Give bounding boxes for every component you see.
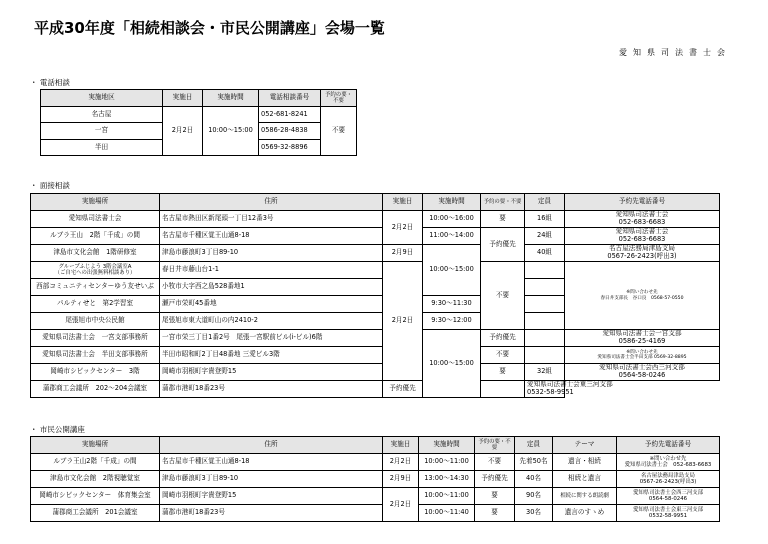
reservation-cell: 要	[481, 211, 525, 228]
contact-cell: 愛知県司法書士会一宮支部 0586-25-4169	[565, 330, 720, 347]
header-address: 住所	[160, 437, 383, 454]
capacity-cell	[525, 279, 565, 296]
time-cell: 10:00～15:00	[203, 107, 259, 156]
place-cell: 岡崎市シビックセンター 3階	[31, 364, 160, 381]
place-cell: グループふじよう 3階会議室A （ご自宅への出張無料相談あり）	[31, 262, 160, 279]
theme-cell: 遺言・相続	[553, 454, 617, 471]
address-cell: 蒲郡市港町18番23号	[160, 505, 383, 522]
capacity-cell: 90名	[515, 488, 553, 505]
address-cell: 一宮市栄三丁目1番2号 尾張一宮駅前ビル(i-ビル)6階	[160, 330, 383, 347]
date-cell: 2月2日	[163, 107, 203, 156]
area-cell: 半田	[41, 140, 163, 156]
header-area: 実施地区	[41, 90, 163, 107]
reservation-cell: 要	[481, 364, 525, 381]
number-cell: 0586-28-4838	[259, 123, 321, 140]
header-theme: テーマ	[553, 437, 617, 454]
header-time: 実施時間	[203, 90, 259, 107]
reservation-cell: 要	[475, 505, 515, 522]
header-contact: 予約先電話番号	[565, 194, 720, 211]
address-cell: 尾張旭市東大道町山の内2410-2	[160, 313, 383, 330]
time-cell: 10:00～11:00	[419, 488, 475, 505]
header-place: 実施場所	[31, 437, 160, 454]
place-cell: 尾張旭市中央公民館	[31, 313, 160, 330]
header-time: 実施時間	[419, 437, 475, 454]
place-cell: 蒲郡商工会議所 201会議室	[31, 505, 160, 522]
contact-cell: ※問い合わせ先 愛知県司法書士会 052-683-6683	[617, 454, 720, 471]
address-cell: 津島市藤浪町3丁目89-10	[160, 245, 383, 262]
capacity-cell	[525, 313, 565, 330]
reservation-cell: 予約優先	[475, 471, 515, 488]
organization-name: 愛知県司法書士会	[619, 48, 731, 57]
reservation-cell: 予約優先	[481, 330, 525, 347]
date-cell: 2月2日	[383, 211, 423, 245]
time-cell: 10:00～11:00	[419, 454, 475, 471]
contact-cell: 愛知県司法書士会東三河支部 0532-58-9951	[525, 381, 565, 398]
date-cell: 2月9日	[383, 245, 423, 262]
capacity-cell	[525, 262, 565, 279]
contact-cell: 名古屋法務局津島支局 0567-26-2423(呼出3)	[565, 245, 720, 262]
header-date: 実施日	[383, 194, 423, 211]
place-cell: パルティせと 第2学習室	[31, 296, 160, 313]
capacity-cell: 16組	[525, 211, 565, 228]
place-cell: 愛知県司法書士会 半田支部事務所	[31, 347, 160, 364]
capacity-cell: 32組	[525, 364, 565, 381]
contact-cell: 愛知県司法書士会西三河支部 0564-58-0246	[617, 488, 720, 505]
time-cell: 9:30～12:00	[423, 313, 481, 330]
address-cell: 春日井市藤山台1-1	[160, 262, 383, 279]
place-cell: 津島市文化会館 1階研修室	[31, 245, 160, 262]
capacity-cell	[525, 347, 565, 364]
reservation-cell: 不要	[321, 107, 357, 156]
place-cell: ルブラ王山2階「千成」の間	[31, 454, 160, 471]
place-cell: 西部コミュニティセンターゆう友せいぶ	[31, 279, 160, 296]
time-cell: 10:00～15:00	[423, 330, 481, 398]
date-cell: 2月9日	[383, 471, 419, 488]
address-cell: 岡崎市羽根町字貴登野15	[160, 488, 383, 505]
contact-cell: ※問い合わせ先 春日井支部長 谷口良 0568-57-0550	[565, 262, 720, 330]
contact-cell: ※問い合わせ先 愛知県司法書士会半田支部 0569-32-8895	[565, 347, 720, 364]
time-cell: 11:00～14:00	[423, 228, 481, 245]
face-table	[30, 193, 720, 398]
reservation-cell: 不要	[481, 262, 525, 330]
page-title: 平成30年度「相続相談会・市民公開講座」会場一覧	[34, 19, 385, 37]
capacity-cell: 40組	[525, 245, 565, 262]
header-contact: 予約先電話番号	[617, 437, 720, 454]
header-date: 実施日	[163, 90, 203, 107]
address-cell: 瀬戸市栄町45番地	[160, 296, 383, 313]
header-reservation: 予約の要・不要	[481, 194, 525, 211]
section-phone: ・ 電話相談	[30, 78, 70, 87]
number-cell: 0569-32-8896	[259, 140, 321, 156]
header-reservation: 予約の要・不要	[475, 437, 515, 454]
capacity-cell: 先着50名	[515, 454, 553, 471]
capacity-cell	[525, 296, 565, 313]
area-cell: 名古屋	[41, 107, 163, 123]
address-cell: 名古屋市千種区覚王山通8-18	[160, 454, 383, 471]
theme-cell: 相続と遺言	[553, 471, 617, 488]
contact-cell: 名古屋法務局津島支局 0567-26-2423(呼出3)	[617, 471, 720, 488]
address-cell: 名古屋市千種区覚王山通8-18	[160, 228, 383, 245]
address-cell: 津島市藤浪町3丁目89-10	[160, 471, 383, 488]
theme-cell: 遺言のすゝめ	[553, 505, 617, 522]
header-address: 住所	[160, 194, 383, 211]
capacity-cell: 30名	[515, 505, 553, 522]
contact-cell: 愛知県司法書士会 052-683-6683	[565, 211, 720, 228]
contact-cell: 愛知県司法書士会東三河支部 0532-58-9951	[617, 505, 720, 522]
capacity-cell: 40名	[515, 471, 553, 488]
header-place: 実施場所	[31, 194, 160, 211]
header-date: 実施日	[383, 437, 419, 454]
theme-cell: 相続に関する朗読劇	[553, 488, 617, 505]
header-capacity: 定員	[515, 437, 553, 454]
date-cell: 2月2日	[383, 454, 419, 471]
capacity-cell	[525, 330, 565, 347]
place-cell: 蒲郡商工会議所 202～204会議室	[31, 381, 160, 398]
place-cell: 津島市文化会館 2階視聴覚室	[31, 471, 160, 488]
date-cell: 2月2日	[383, 488, 419, 522]
phone-table	[40, 89, 357, 156]
address-cell: 岡崎市羽根町字貴登野15	[160, 364, 383, 381]
address-cell: 名古屋市熱田区新尾頭一丁目12番3号	[160, 211, 383, 228]
time-cell: 13:00～14:30	[419, 471, 475, 488]
time-cell: 10:00～16:00	[423, 211, 481, 228]
date-cell: 2月2日	[383, 262, 423, 381]
time-cell: 10:00～11:40	[419, 505, 475, 522]
address-cell: 半田市昭和町2丁目48番地 三愛ビル3階	[160, 347, 383, 364]
address-cell: 蒲郡市港町18番23号	[160, 381, 383, 398]
capacity-cell	[481, 381, 525, 398]
reservation-cell: 要	[475, 488, 515, 505]
reservation-cell: 予約優先	[481, 228, 525, 262]
header-number: 電話相談番号	[259, 90, 321, 107]
reservation-cell: 不要	[481, 347, 525, 364]
place-cell: 愛知県司法書士会 一宮支部事務所	[31, 330, 160, 347]
header-time: 実施時間	[423, 194, 481, 211]
capacity-cell: 24組	[525, 228, 565, 245]
section-public: ・ 市民公開講座	[30, 425, 85, 434]
public-table	[30, 436, 720, 522]
header-capacity: 定員	[525, 194, 565, 211]
header-reservation: 予約の要・不要	[321, 90, 357, 107]
place-cell: ルブラ王山 2階「千成」の間	[31, 228, 160, 245]
time-cell: 9:30～11:30	[423, 296, 481, 313]
address-cell: 小牧市大字西之島528番地1	[160, 279, 383, 296]
number-cell: 052-681-8241	[259, 107, 321, 123]
reservation-cell: 不要	[475, 454, 515, 471]
time-cell: 10:00～15:00	[423, 245, 481, 296]
place-cell: 岡崎市シビックセンター 体育集会室	[31, 488, 160, 505]
reservation-cell: 予約優先	[383, 381, 423, 398]
section-face: ・ 面接相談	[30, 181, 70, 190]
contact-cell: 愛知県司法書士会西三河支部 0564-58-0246	[565, 364, 720, 381]
contact-cell: 愛知県司法書士会 052-683-6683	[565, 228, 720, 245]
place-cell: 愛知県司法書士会	[31, 211, 160, 228]
area-cell: 一宮	[41, 123, 163, 140]
